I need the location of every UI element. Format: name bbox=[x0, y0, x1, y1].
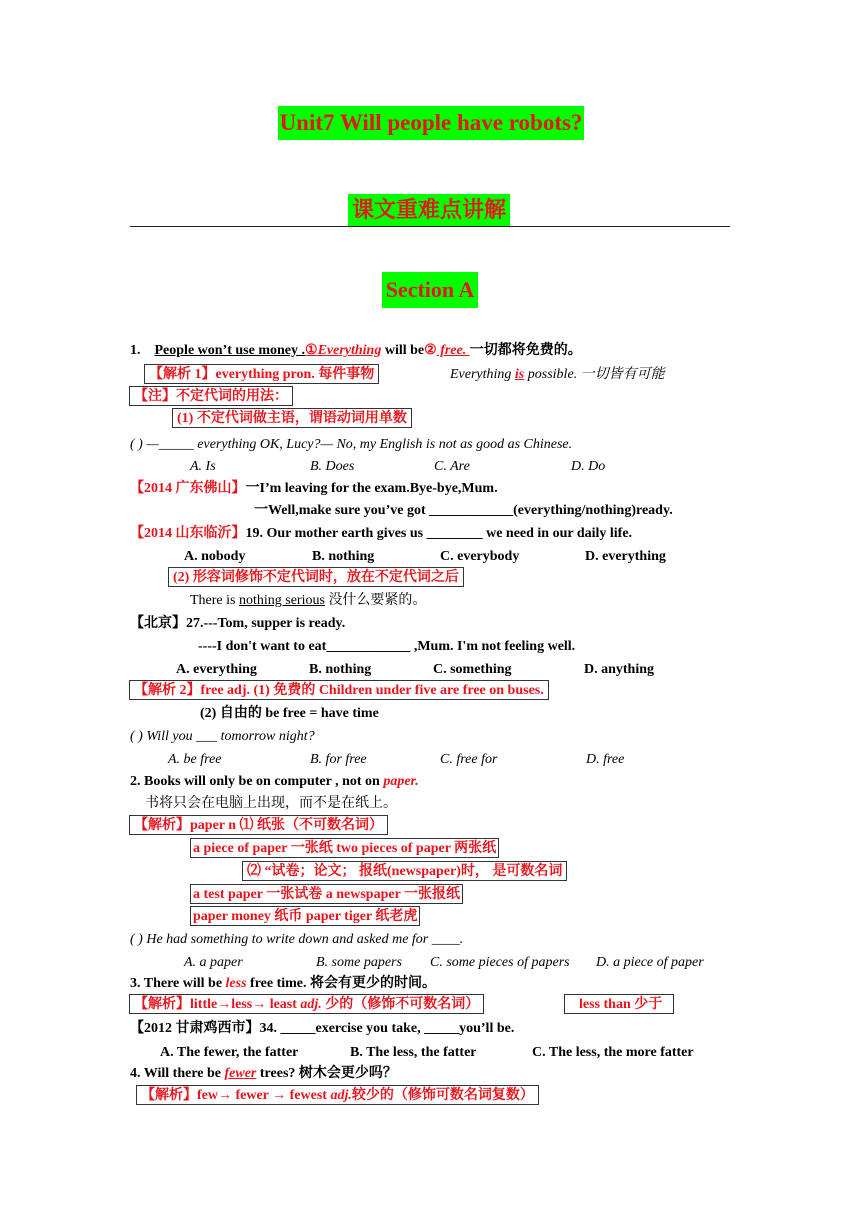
point-4-sentence: 4. Will there be fewer trees? 树木会更少吗？ bbox=[130, 1066, 397, 1081]
note-box-rule-1: (1) 不定代词做主语，谓语动词用单数 bbox=[172, 408, 412, 428]
note-box-zhu: 【注】不定代词的用法： bbox=[129, 386, 293, 406]
note-box-analysis-1: 【解析 1】everything pron. 每件事物 bbox=[144, 364, 379, 384]
example-sentence: Everything is possible. 一切皆有可能 bbox=[450, 367, 665, 382]
note-box-paper-1: 【解析】paper n ⑴ 纸张（不可数名词） bbox=[129, 815, 388, 835]
question-4-line-2: ----I don't want to eat____________ ,Mum. I'm not feeling well. bbox=[198, 639, 576, 654]
note-box-paper-4: a test paper 一张试卷 a newspaper 一张报纸 bbox=[190, 884, 463, 904]
note-box-less-than: less than 少于 bbox=[564, 994, 674, 1014]
note-box-rule-2: (2) 形容词修饰不定代词时，放在不定代词之后 bbox=[168, 567, 464, 587]
question-7-stem: 【2012 甘肃鸡西市】34. _____exercise you take, _____you’ll be. bbox=[130, 1021, 515, 1036]
question-3-stem: 【2014 山东临沂】19. Our mother earth gives us ________ we need in our daily life. bbox=[130, 526, 633, 541]
note-box-paper-3: ⑵ “试卷；论文； 报纸(newspaper)时， 是可数名词 bbox=[242, 861, 567, 881]
note-box-less: 【解析】little→less→ least adj. 少的（修饰不可数名词） bbox=[129, 994, 484, 1014]
question-2-line-1: 【2014 广东佛山】一I’m leaving for the exam.Bye-bye,Mum. bbox=[130, 481, 498, 496]
question-1-stem: ( ) —_____ everything OK, Lucy?— No, my English is not as good as Chinese. bbox=[130, 437, 573, 452]
point-2-sentence: 2. Books will only be on computer , not on paper. bbox=[130, 774, 419, 789]
page-title: Unit7 Will people have robots? bbox=[278, 106, 584, 140]
example-sentence-2: There is nothing serious 没什么要紧的。 bbox=[190, 593, 427, 608]
note-box-paper-2: a piece of paper 一张纸 two pieces of paper 两张纸 bbox=[190, 838, 499, 858]
divider bbox=[130, 226, 730, 227]
question-5-stem: ( ) Will you ___ tomorrow night? bbox=[130, 729, 315, 744]
question-2-line-2: 一Well,make sure you’ve got ____________(everything/nothing)ready. bbox=[254, 503, 673, 518]
section-heading: Section A bbox=[382, 272, 478, 308]
question-6-stem: ( ) He had something to write down and asked me for ____. bbox=[130, 932, 464, 947]
note-box-analysis-2: 【解析 2】free adj. (1) 免费的 Children under five are free on buses. bbox=[129, 680, 549, 700]
question-4-line-1: 【北京】27.---Tom, supper is ready. bbox=[130, 616, 346, 631]
note-box-fewer: 【解析】few→ fewer → fewest adj.较少的（修饰可数名词复数） bbox=[136, 1085, 539, 1105]
section-subtitle: 课文重难点讲解 bbox=[348, 194, 510, 226]
point-3-sentence: 3. There will be less free time. 将会有更少的时间。 bbox=[130, 976, 437, 991]
point-2-translation: 书将只会在电脑上出现，而不是在纸上。 bbox=[145, 796, 397, 811]
point-1-sentence: 1. People won’t use money .①Everything will be② free. 一切都将免费的。 bbox=[130, 343, 582, 358]
analysis-2-line-2: (2) 自由的 be free = have time bbox=[200, 706, 379, 721]
note-box-paper-5: paper money 纸币 paper tiger 纸老虎 bbox=[190, 906, 420, 926]
